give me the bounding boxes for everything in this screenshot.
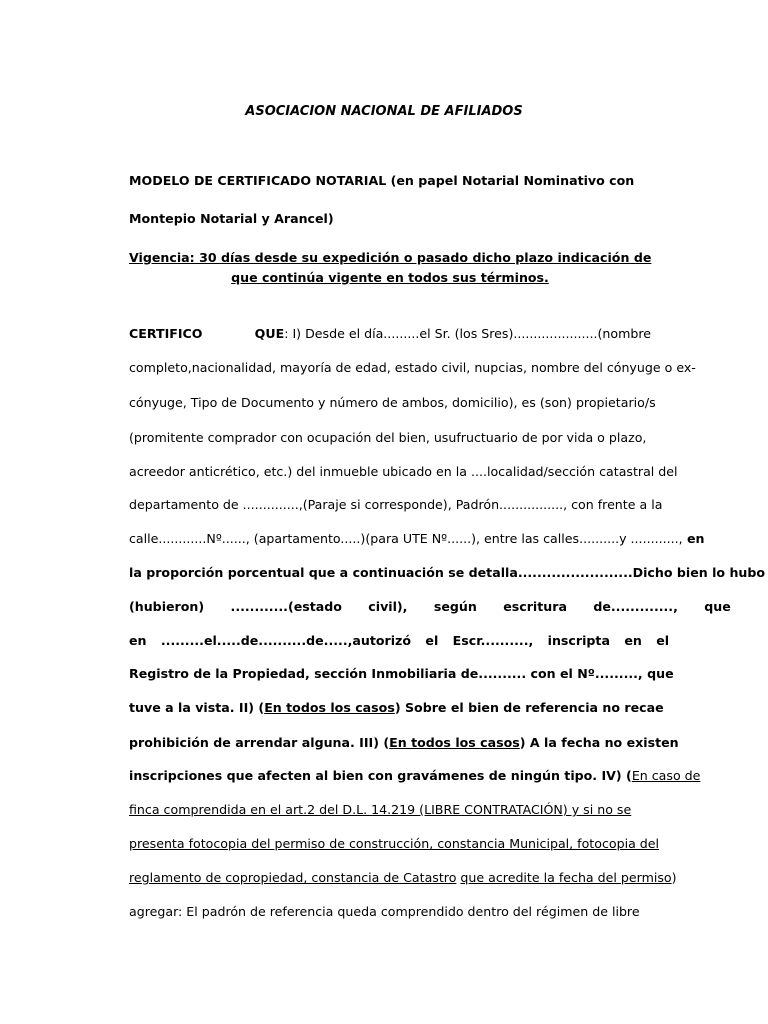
body-line-7 (129, 531, 705, 546)
body-line-10: en .........el.....de..........de.....,autorizó el Escr.........., inscripta en el (129, 633, 670, 648)
body-line-3: cónyuge, Tipo de Documento y número de ambos, domicilio), es (son) propietario/s (129, 395, 656, 410)
title-line-2: Montepio Notarial y Arancel) (129, 211, 334, 226)
title-rest: (en papel Notarial Nominativo con (386, 173, 635, 188)
underlined-text: En todos los casos (264, 700, 395, 715)
body-line-11: Registro de la Propiedad, sección Inmobiliaria de.......... con el Nº........., que (129, 666, 674, 681)
body-line-16: presenta fotocopia del permiso de construcción, constancia Municipal, fotocopia del (129, 836, 660, 851)
body-text: : I) Desde el día.........el Sr. (los Sres).....................(nombre (284, 326, 651, 341)
body-text-bold: en (682, 531, 705, 546)
underlined-text: que acredite la fecha del permiso (460, 870, 672, 885)
body-line-17: reglamento de copropiedad, constancia de Catastro que acredite la fecha del permiso) (129, 870, 677, 885)
title-line-1 (129, 173, 651, 188)
underlined-text: En caso de (631, 768, 701, 783)
body-line-15: finca comprendida en el art.2 del D.L. 14.219 (LIBRE CONTRATACIÓN) y si no se (129, 802, 632, 817)
vigencia-line-2: que continúa vigente en todos sus términos. (231, 270, 549, 285)
body-line-18: agregar: El padrón de referencia queda comprendido dentro del régimen de libre (129, 904, 640, 919)
body-line-2: completo,nacionalidad, mayoría de edad, estado civil, nupcias, nombre del cónyuge o ex- (129, 360, 696, 375)
vigencia-line-1: Vigencia: 30 días desde su expedición o pasado dicho plazo indicación de (129, 250, 652, 265)
body-line-12: tuve a la vista. II) (En todos los casos) Sobre el bien de referencia no recae (129, 700, 664, 715)
body-line-8: la proporción porcentual que a continuación se detalla........................Dicho bien lo hubo (129, 565, 766, 580)
body-line-9: (hubieron) ............(estado civil), según escritura de............., que (129, 599, 731, 614)
body-text: calle............Nº......, (apartamento.....)(para UTE Nº......), entre las calles..........y ............, (129, 531, 683, 546)
certifico-label: CERTIFICO (129, 326, 203, 341)
underlined-text: reglamento de copropiedad, constancia de Catastro (129, 870, 457, 885)
body-line-14: inscripciones que afecten al bien con gravámenes de ningún tipo. IV) (En caso de (129, 768, 701, 783)
title-bold: MODELO DE CERTIFICADO NOTARIAL (129, 173, 387, 188)
que-label: QUE (254, 326, 285, 341)
body-line-6: departamento de ..............,(Paraje si corresponde), Padrón................, con frente a la (129, 497, 663, 512)
body-line-13: prohibición de arrendar alguna. III) (En todos los casos) A la fecha no existen (129, 735, 679, 750)
underlined-text: En todos los casos (389, 735, 520, 750)
document-heading: ASOCIACION NACIONAL DE AFILIADOS (245, 104, 523, 119)
body-line-4: (promitente comprador con ocupación del bien, usufructuario de por vida o plazo, (129, 430, 647, 445)
body-line-1 (129, 326, 651, 341)
body-line-5: acreedor anticrético, etc.) del inmueble ubicado en la ....localidad/sección catastral del (129, 464, 678, 479)
